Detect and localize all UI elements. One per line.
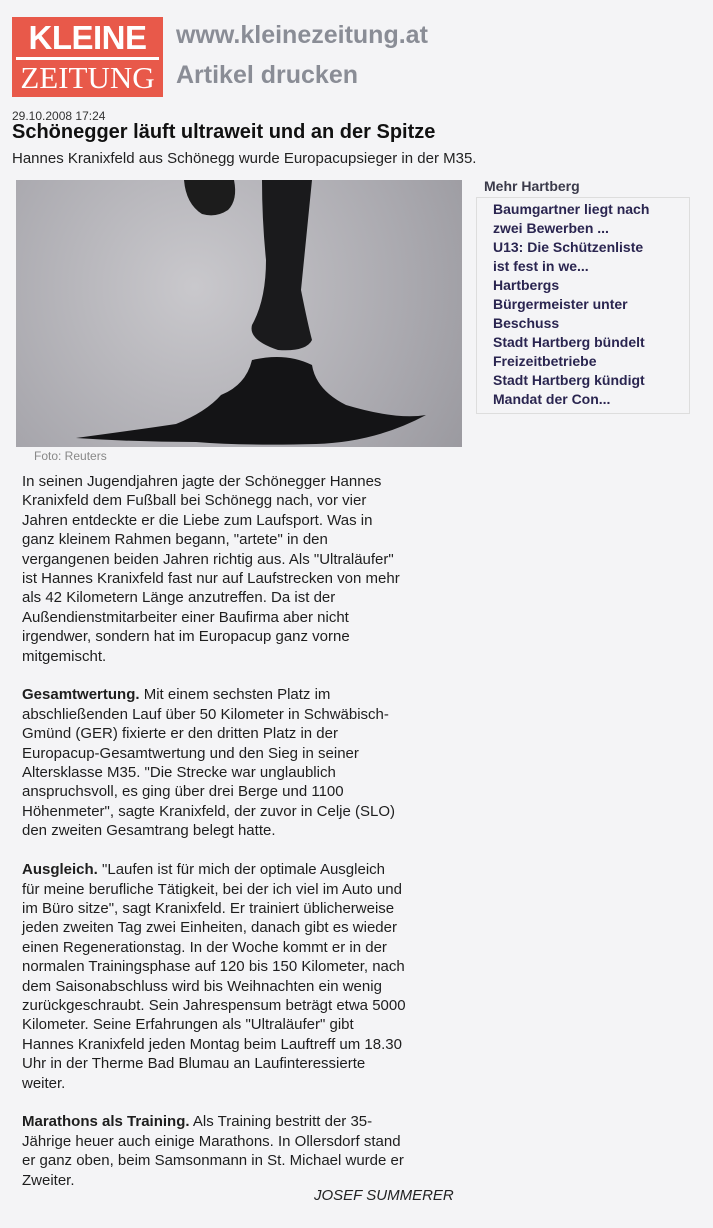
paragraph-line: anspruchsvoll, es ging über drei Berge und 1100	[22, 783, 344, 801]
paragraph-line: weiter.	[22, 1074, 66, 1092]
paragraph-line: Jährige heuer auch einige Marathons. In Ollersdorf stand	[22, 1132, 401, 1150]
paragraph-lead: Gesamtwertung.	[22, 686, 140, 704]
related-article-link[interactable]	[493, 371, 683, 409]
paragraph-lead: Marathons als Training.	[22, 1113, 190, 1131]
article-paragraph	[22, 860, 462, 1093]
related-article-line: Baumgartner liegt nach	[493, 201, 650, 217]
article-author: JOSEF SUMMERER	[314, 1187, 454, 1204]
related-article-link[interactable]	[493, 200, 683, 238]
paragraph-line: im Büro sitze", sagt Kranixfeld. Er trainiert üblicherweise	[22, 899, 395, 917]
logo-line2: ZEITUNG	[20, 60, 155, 95]
paragraph-line: er ganz oben, beim Samsonmann in St. Michael wurde er	[22, 1152, 404, 1170]
paragraph-line: irgendwer, sondern hat im Europacup ganz vorne	[22, 628, 350, 646]
paragraph-line: vergangenen beiden Jahren richtig aus. Als "Ultraläufer"	[22, 550, 394, 568]
paragraph-line: Hannes Kranixfeld jeden Montag beim Lauftreff um 18.30	[22, 1035, 402, 1053]
paragraph-line: Außendienstmitarbeiter einer Baufirma aber nicht	[22, 608, 349, 626]
related-article-line: Bürgermeister unter	[493, 296, 628, 312]
related-article-link[interactable]	[493, 276, 683, 333]
paragraph-line: Jahren entdeckte er die Liebe zum Laufsport. Was in	[22, 511, 373, 529]
related-articles-sidebar	[476, 178, 690, 414]
paragraph-line: Europacup-Gesamtwertung und den Sieg in seiner	[22, 744, 359, 762]
paragraph-line: ist Hannes Kranixfeld fast nur auf Laufstrecken von mehr	[22, 570, 400, 588]
paragraph-line: mitgemischt.	[22, 647, 107, 665]
paragraph-line: als 42 Kilometern Länge anzutreffen. Da ist der	[22, 589, 336, 607]
related-article-line: Hartbergs	[493, 277, 560, 293]
paragraph-line: abschließenden Lauf über 50 Kilometer in Schwäbisch-	[22, 705, 389, 723]
paragraph-line: für meine berufliche Tätigkeit, bei der ich viel im Auto und	[22, 880, 402, 898]
article-title: Schönegger läuft ultraweit und an der Spitze	[12, 121, 436, 143]
paragraph-line	[22, 1112, 462, 1131]
print-article-heading: Artikel drucken	[176, 61, 359, 89]
related-article-line: Stadt Hartberg kündigt	[493, 372, 645, 388]
related-article-line: zwei Bewerben ...	[493, 220, 609, 236]
photo-caption: Foto: Reuters	[34, 449, 107, 463]
paragraph-line: In seinen Jugendjahren jagte der Schönegger Hannes	[22, 473, 382, 490]
kleine-zeitung-logo	[12, 17, 163, 97]
paragraph-line: Kilometer. Seine Erfahrungen als "Ultraläufer" gibt	[22, 1016, 354, 1034]
paragraph-line	[22, 860, 462, 879]
paragraph-line: Höhenmeter", sagte Kranixfeld, der zuvor in Celje (SLO)	[22, 802, 395, 820]
paragraph-text: Mit einem sechsten Platz im	[139, 686, 331, 704]
article-subtitle: Hannes Kranixfeld aus Schönegg wurde Europacupsieger in der M35.	[12, 150, 477, 167]
article-body	[22, 472, 462, 1209]
paragraph-text: Als Training bestritt der 35-	[189, 1113, 373, 1131]
related-article-line: Mandat der Con...	[493, 391, 611, 407]
paragraph-line: zurückgeschraubt. Sein Jahrespensum beträgt etwa 5000	[22, 996, 406, 1014]
paragraph-line: dem Saisonabschluss wird bis Weihnachten ein wenig	[22, 977, 382, 995]
related-article-line: U13: Die Schützenliste	[493, 239, 644, 255]
paragraph-line: ganz kleinem Rahmen begann, "artete" in den	[22, 531, 328, 549]
paragraph-line: jeden zweiten Tag zwei Einheiten, danach gibt es wieder	[22, 919, 397, 937]
paragraph-line: den zweiten Gesamtrang belegt hatte.	[22, 822, 276, 840]
article-paragraph	[22, 685, 462, 840]
related-article-line: Freizeitbetriebe	[493, 353, 597, 369]
related-article-line: ist fest in we...	[493, 258, 589, 274]
paragraph-line	[22, 685, 462, 704]
paragraph-line: Altersklasse M35. "Die Strecke war unglaublich	[22, 764, 336, 782]
paragraph-line: Uhr in der Therme Bad Blumau an Laufinteressierte	[22, 1055, 366, 1073]
paragraph-text: "Laufen ist für mich der optimale Ausgleich	[97, 861, 385, 879]
related-article-link[interactable]	[493, 333, 683, 371]
article-paragraph	[22, 472, 462, 666]
sidebar-heading: Mehr Hartberg	[484, 178, 580, 194]
article-date: 29.10.2008 17:24	[12, 109, 106, 123]
paragraph-line: Kranixfeld dem Fußball bei Schönegg nach, vor vier	[22, 492, 367, 510]
paragraph-line: Gmünd (GER) fixierte er den dritten Platz in der	[22, 725, 338, 743]
related-article-line: Stadt Hartberg bündelt	[493, 334, 645, 350]
paragraph-lead: Ausgleich.	[22, 861, 98, 879]
related-article-line: Beschuss	[493, 315, 560, 331]
article-photo	[16, 180, 462, 447]
site-url: www.kleinezeitung.at	[176, 21, 428, 49]
paragraph-line: normalen Trainingsphase auf 120 bis 150 Kilometer, nach	[22, 958, 405, 976]
logo-line1: KLEINE	[28, 19, 147, 56]
paragraph-line: einen Regenerationstag. In der Woche kommt er in der	[22, 938, 387, 956]
paragraph-line: Zweiter.	[22, 1171, 75, 1189]
related-article-link[interactable]	[493, 238, 683, 276]
article-paragraph	[22, 1112, 462, 1190]
related-list	[476, 197, 690, 414]
